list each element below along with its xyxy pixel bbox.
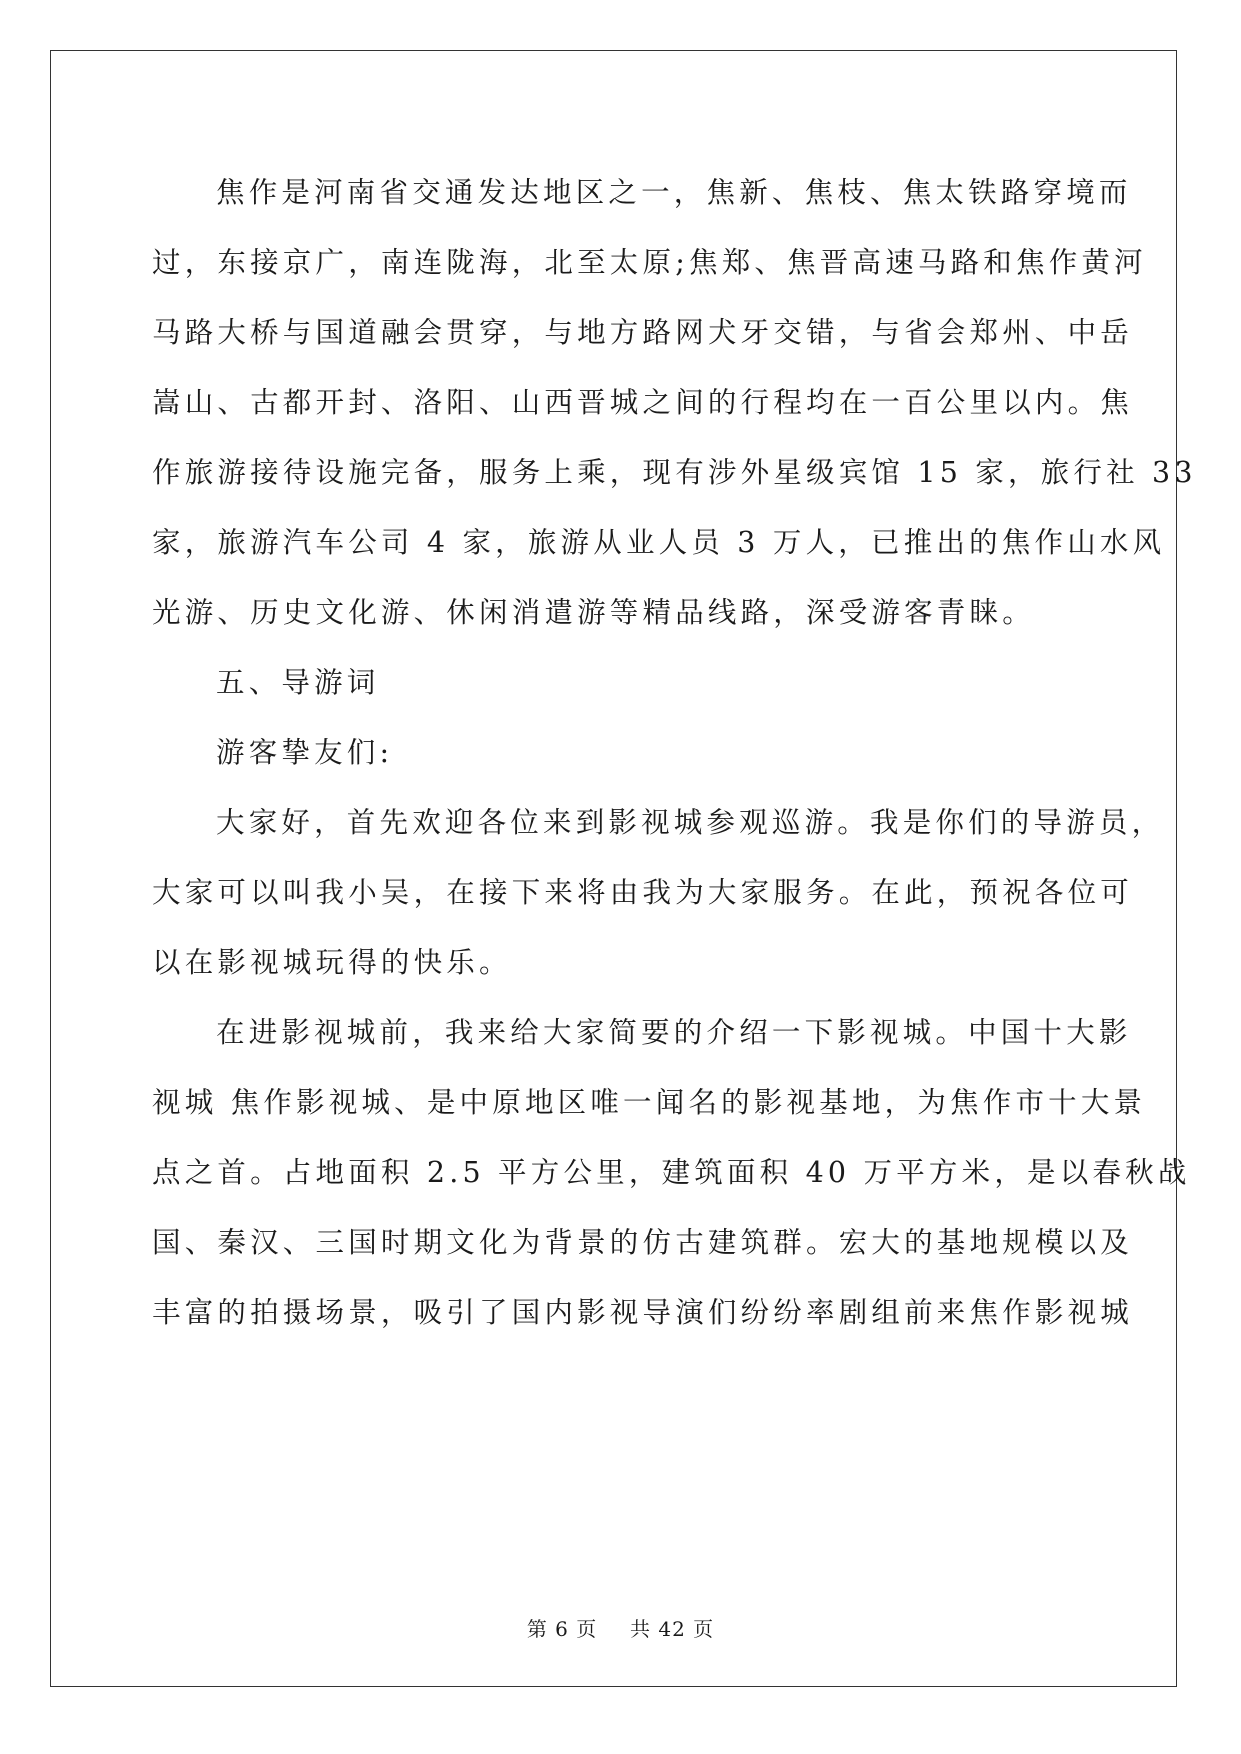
paragraph-welcome (152, 788, 1165, 998)
text-line: 光游、历史文化游、休闲消遣游等精品线路，深受游客青睐。 (152, 596, 1035, 629)
text-line: 大家可以叫我小吴，在接下来将由我为大家服务。在此，预祝各位可 (152, 876, 1134, 909)
page-number: 第 6 页 (526, 1617, 598, 1641)
text-line: 在进影视城前，我来给大家简要的介绍一下影视城。中国十大影 (216, 1016, 1132, 1049)
text-line: 过，东接京广，南连陇海，北至太原;焦郑、焦晋高速马路和焦作黄河 (152, 246, 1147, 279)
text-line: 家，旅游汽车公司 4 家，旅游从业人员 3 万人，已推出的焦作山水风 (152, 526, 1166, 559)
section-heading (152, 648, 1084, 718)
text-line: 以在影视城玩得的快乐。 (152, 946, 512, 979)
greeting-text: 游客挚友们: (216, 736, 394, 769)
total-pages: 共 42 页 (630, 1617, 715, 1641)
paragraph-transport (152, 158, 1197, 648)
document-body (152, 158, 1197, 1348)
text-line: 视城 焦作影视城、是中原地区唯一闻名的影视基地，为焦作市十大景 (152, 1086, 1147, 1119)
paragraph-introduction (152, 998, 1191, 1348)
text-line: 大家好，首先欢迎各位来到影视城参观巡游。我是你们的导游员， (216, 806, 1165, 839)
text-line: 嵩山、古都开封、洛阳、山西晋城之间的行程均在一百公里以内。焦 (152, 386, 1134, 419)
text-line: 丰富的拍摄场景，吸引了国内影视导演们纷纷率剧组前来焦作影视城 (152, 1296, 1134, 1329)
text-line: 焦作是河南省交通发达地区之一，焦新、焦枝、焦太铁路穿境而 (216, 176, 1132, 209)
page-footer (0, 1613, 1241, 1642)
heading-text: 五、导游词 (216, 666, 380, 699)
text-line: 点之首。占地面积 2.5 平方公里，建筑面积 40 万平方米，是以春秋战 (152, 1156, 1191, 1189)
greeting (152, 718, 1084, 788)
text-line: 马路大桥与国道融会贯穿，与地方路网犬牙交错，与省会郑州、中岳 (152, 316, 1134, 349)
text-line: 作旅游接待设施完备，服务上乘，现有涉外星级宾馆 15 家，旅行社 33 (152, 456, 1197, 489)
text-line: 国、秦汉、三国时期文化为背景的仿古建筑群。宏大的基地规模以及 (152, 1226, 1134, 1259)
